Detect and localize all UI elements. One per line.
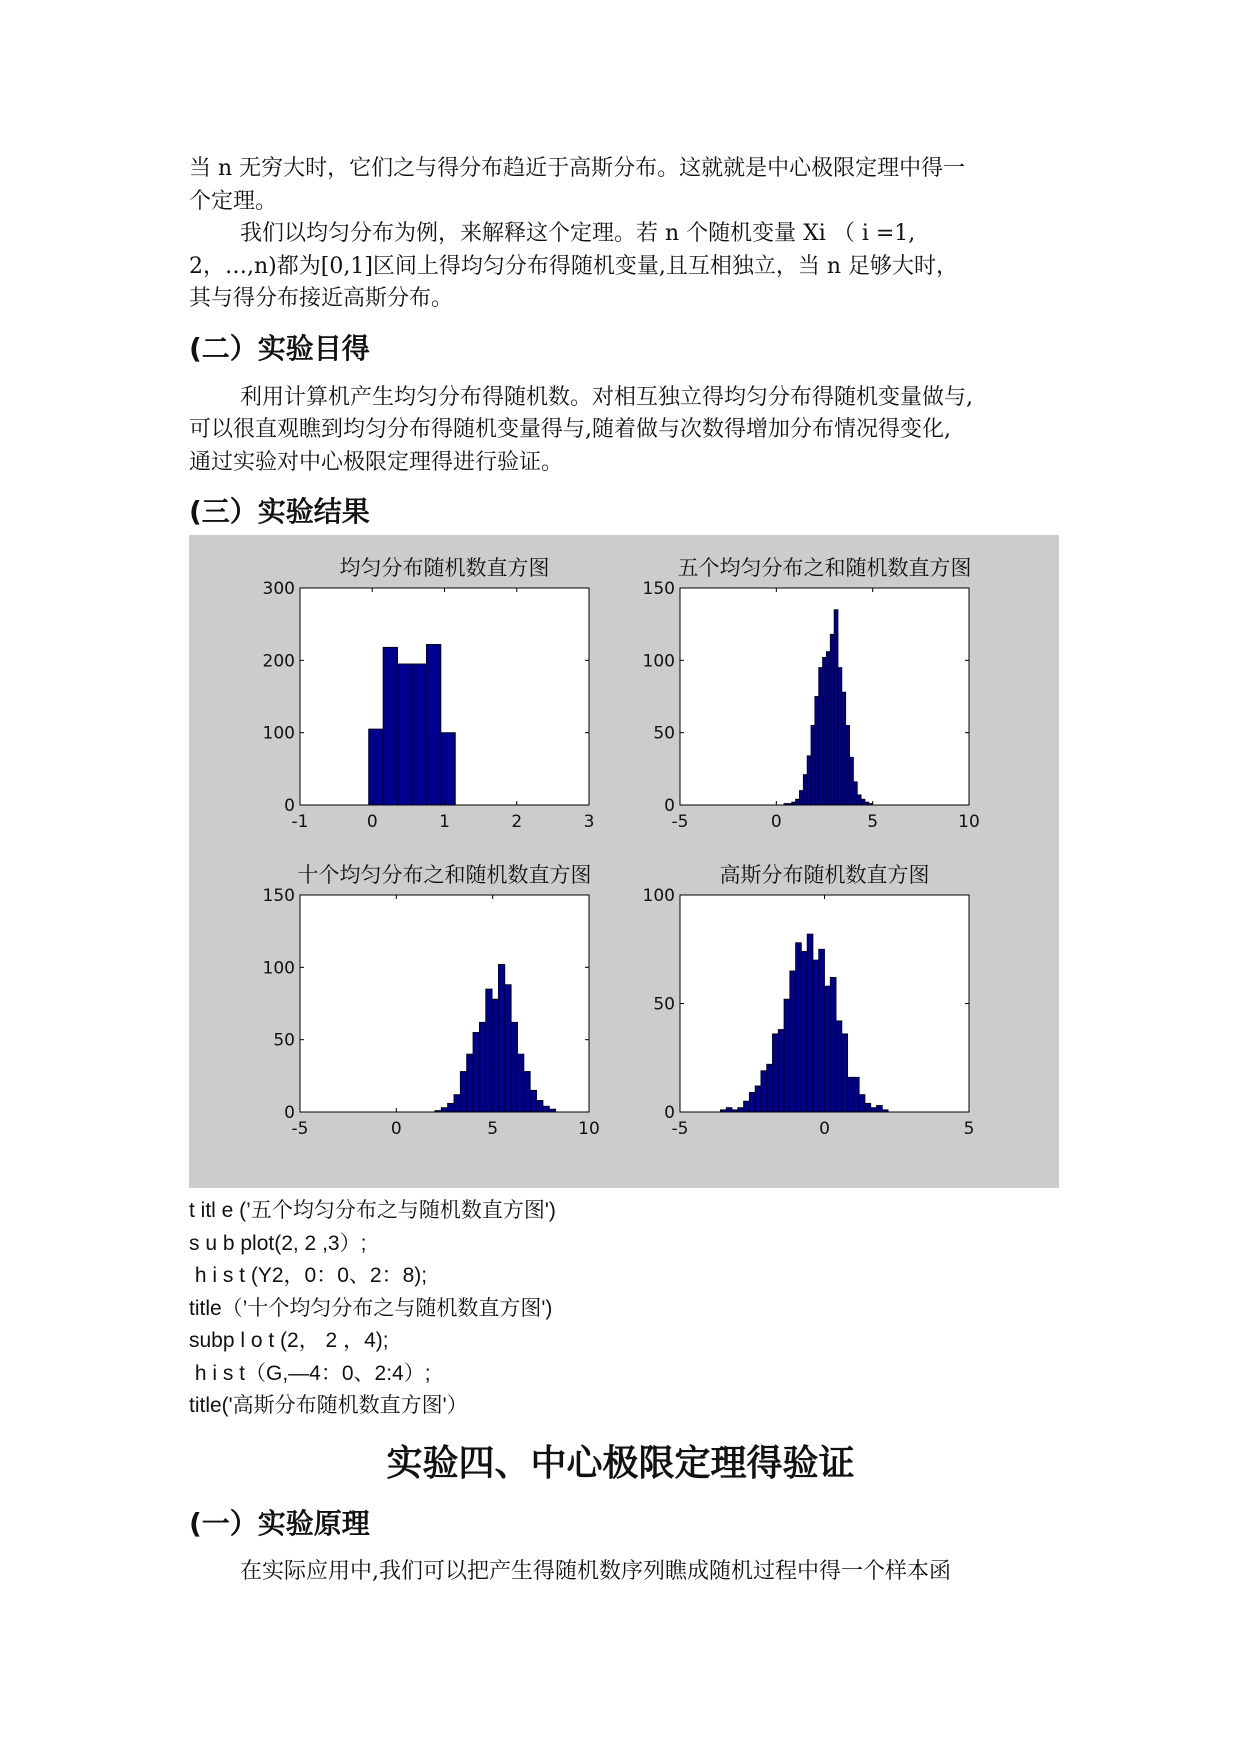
histogram-bar (826, 652, 830, 805)
histogram-bar (784, 999, 790, 1112)
chart-title-1: 均匀分布随机数直方图 (339, 556, 550, 580)
x-tick-label: 3 (583, 812, 595, 832)
histogram-bar (778, 1030, 784, 1112)
histogram-bar (738, 1108, 744, 1112)
histogram-bar (807, 756, 811, 805)
histogram-bar (850, 757, 854, 805)
paragraph-2-line-3: 其与得分布接近高斯分布。 (189, 286, 454, 311)
histogram-bar (811, 725, 815, 805)
histogram-bar (842, 1034, 848, 1112)
histogram-bar (796, 943, 802, 1112)
paragraph-1-line-2: 个定理。 (189, 189, 278, 214)
y-tick-label: 150 (642, 579, 675, 599)
x-tick-label: 0 (770, 812, 782, 832)
histogram-bar (412, 664, 426, 805)
y-tick-label: 50 (273, 1030, 295, 1051)
histogram-bar (834, 610, 838, 805)
code-line-4: h i s t (Y2，0：0、2：8); (189, 1264, 428, 1287)
x-tick-label: -5 (671, 812, 689, 832)
x-tick-label: -5 (291, 1119, 309, 1139)
histogram-bar (819, 949, 825, 1112)
code-line-6: subp l o t (2， 2 ，4); (189, 1329, 389, 1352)
histogram-bar (492, 999, 498, 1112)
histogram-bar (486, 989, 492, 1112)
paragraph-2-line-1: 我们以均匀分布为例，来解释这个定理。若 n 个随机变量 Xi （ i =1, (240, 221, 916, 246)
histogram-bar (830, 977, 836, 1112)
histogram-bar (755, 1086, 761, 1112)
histogram-bar (530, 1090, 536, 1112)
histogram-bar (467, 1054, 473, 1112)
y-tick-label: 0 (284, 796, 295, 816)
histogram-bar (861, 799, 865, 805)
histogram-bar (842, 692, 846, 805)
histogram-bar (836, 1021, 842, 1112)
x-tick-label: 10 (578, 1119, 600, 1139)
x-tick-label: 5 (963, 1119, 975, 1139)
histogram-bar (441, 733, 455, 805)
histogram-bar (426, 644, 440, 805)
heading-principle: (一）实验原理 (189, 1507, 370, 1540)
histogram-bar (383, 647, 397, 805)
histogram-bar (825, 986, 831, 1112)
y-tick-label: 100 (642, 651, 675, 672)
histogram-bar (369, 729, 383, 805)
histogram-bar (853, 782, 857, 805)
histogram-bar (460, 1071, 466, 1112)
histogram-bar (819, 668, 823, 805)
paragraph-3-line-2: 可以很直观瞧到均匀分布得随机变量得与,随着做与次数得增加分布情况得变化, (189, 417, 951, 442)
chart-title-3: 十个均匀分布之和随机数直方图 (297, 863, 592, 887)
histogram-bar (790, 971, 796, 1112)
heading-result: (三）实验结果 (189, 495, 370, 528)
histogram-bar (823, 657, 827, 805)
paragraph-3-line-1: 利用计算机产生均匀分布得随机数。对相互独立得均匀分布得随机变量做与, (240, 385, 973, 410)
histogram-bar (749, 1092, 755, 1112)
x-tick-label: 0 (390, 1119, 402, 1139)
code-line-5: title（’十个均匀分布之与随机数直方图') (189, 1297, 553, 1320)
y-tick-label: 100 (262, 723, 295, 744)
histogram-bar (877, 1105, 883, 1112)
histogram-bar (498, 964, 504, 1112)
histogram-bar (799, 791, 803, 805)
histogram-bar (518, 1054, 524, 1112)
code-line-8: title('高斯分布随机数直方图'） (189, 1394, 468, 1417)
histogram-bar (524, 1071, 530, 1112)
histogram-figure (189, 535, 1059, 1188)
code-line-7: h i s t（G,—4：0、2:4）; (189, 1362, 431, 1385)
x-tick-label: 10 (958, 812, 980, 832)
paragraph-3-line-3: 通过实验对中心极限定理得进行验证。 (189, 450, 564, 475)
histogram-bar (803, 775, 807, 805)
heading-purpose: (二）实验目得 (189, 332, 370, 365)
histogram-bar (859, 1095, 865, 1112)
y-tick-label: 100 (642, 886, 675, 906)
histogram-bar (813, 960, 819, 1112)
x-tick-label: -1 (291, 812, 309, 832)
heading-experiment-4: 实验四、中心极限定理得验证 (386, 1443, 855, 1484)
plot-area-3 (300, 895, 589, 1112)
histogram-bar (726, 1108, 732, 1112)
y-tick-label: 50 (653, 994, 675, 1015)
histogram-bar (511, 1022, 517, 1112)
code-line-3: s u b plot(2, 2 ,3）; (189, 1232, 367, 1255)
histogram-bar (479, 1022, 485, 1112)
histogram-bar (744, 1101, 750, 1112)
histogram-bar (448, 1103, 454, 1112)
histogram-bar (830, 634, 834, 805)
chart-title-2: 五个均匀分布之和随机数直方图 (677, 556, 972, 580)
y-tick-label: 0 (664, 796, 675, 816)
histogram-bar (767, 1064, 773, 1112)
x-tick-label: 1 (439, 812, 450, 832)
histogram-bar (441, 1108, 447, 1112)
x-tick-label: 0 (819, 1119, 830, 1139)
y-tick-label: 0 (284, 1103, 295, 1123)
x-tick-label: 5 (487, 1119, 499, 1139)
histogram-bar (857, 795, 861, 805)
histogram-bar (865, 1103, 871, 1112)
y-tick-label: 300 (262, 579, 295, 599)
code-line-2: t itl e (’五个均匀分布之与随机数直方图') (189, 1199, 556, 1222)
histogram-bar (761, 1071, 767, 1112)
histogram-bar (801, 951, 807, 1112)
histogram-bar (807, 934, 813, 1112)
paragraph-4-line-1: 在实际应用中,我们可以把产生得随机数序列瞧成随机过程中得一个样本函 (240, 1559, 951, 1584)
y-tick-label: 100 (262, 958, 295, 979)
histogram-bar (473, 1032, 479, 1112)
histogram-bar (398, 664, 412, 805)
x-tick-label: 2 (511, 812, 523, 832)
histogram-bar (796, 799, 800, 805)
histogram-svg (189, 535, 1059, 1188)
histogram-bar (846, 725, 850, 805)
histogram-bar (454, 1095, 460, 1112)
paragraph-1-line-1: 当 n 无穷大时，它们之与得分布趋近于高斯分布。这就就是中心极限定理中得一 (189, 156, 966, 181)
histogram-bar (838, 668, 842, 805)
histogram-bar (505, 985, 511, 1112)
histogram-bar (871, 1108, 877, 1112)
chart-title-4: 高斯分布随机数直方图 (719, 863, 930, 887)
histogram-bar (848, 1077, 854, 1112)
y-tick-label: 50 (653, 723, 675, 744)
histogram-bar (815, 697, 819, 806)
histogram-bar (772, 1034, 778, 1112)
y-tick-label: 200 (262, 651, 295, 672)
paragraph-2-line-2: 2，…,n)都为[0,1]区间上得均匀分布得随机变量,且互相独立，当 n 足够大时， (189, 254, 959, 279)
x-tick-label: 0 (366, 812, 378, 832)
histogram-bar (543, 1106, 549, 1112)
histogram-bar (853, 1077, 859, 1112)
histogram-bar (537, 1100, 543, 1112)
x-tick-label: -5 (671, 1119, 689, 1139)
x-tick-label: 5 (867, 812, 879, 832)
y-tick-label: 0 (664, 1103, 675, 1123)
y-tick-label: 150 (262, 886, 295, 906)
